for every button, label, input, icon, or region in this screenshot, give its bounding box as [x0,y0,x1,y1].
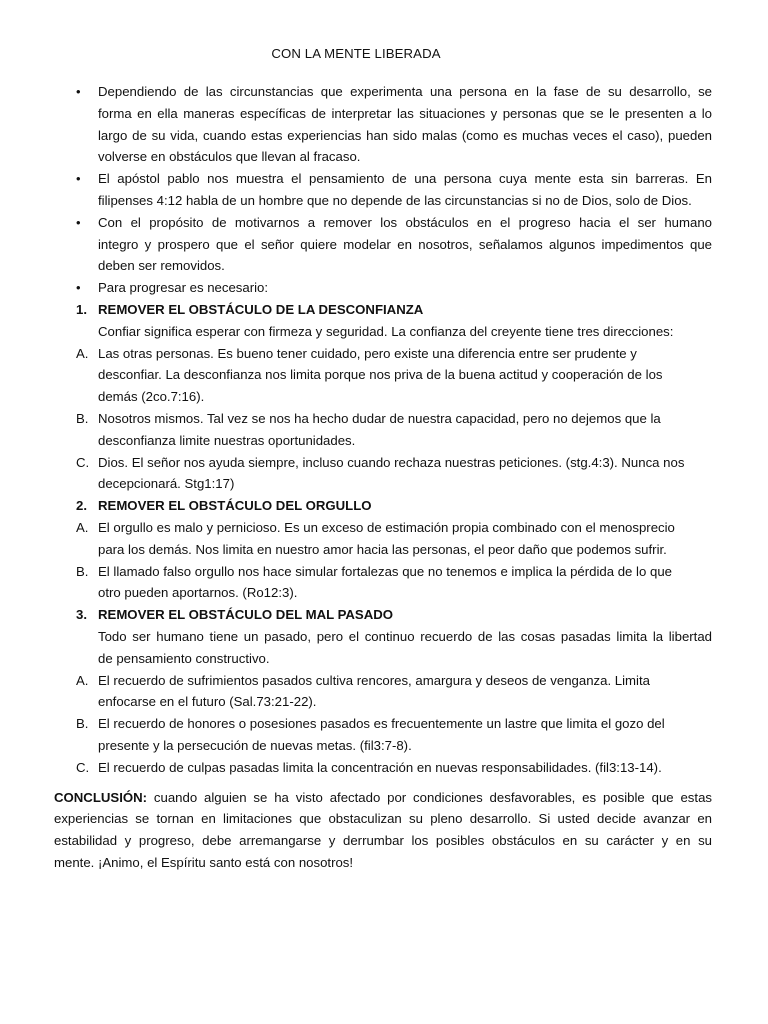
conclusion-first-line [54,787,712,809]
item-line: otro pueden aportarnos. (Ro12:3). [98,585,298,601]
section-number: 2. [76,498,87,514]
item-line: Dios. El señor nos ayuda siempre, incluso cuando rechaza nuestras peticiones. (stg.4:3). Nunca nos [98,454,685,470]
conclusion-line: estabilidad y progreso, debe arremangarse y derrumbar los posibles obstáculos en su carácter y en su [54,833,712,849]
bullet-line: Para progresar es necesario: [98,280,269,296]
page-title: CON LA MENTE LIBERADA [271,46,441,61]
item-letter: C. [76,759,90,775]
section-number: 3. [76,607,87,623]
item-letter: B. [76,563,89,579]
bullet-line: integro y prospero que el señor quiere modelar en nosotros, señalamos algunos impedimentos que [98,236,712,252]
bullet-marker: • [76,171,81,187]
section-heading: REMOVER EL OBSTÁCULO DE LA DESCONFIANZA [98,302,424,317]
item-letter: B. [76,716,89,732]
item-line: enfocarse en el futuro (Sal.73:21-22). [98,694,317,710]
conclusion-text: cuando alguien se ha visto afectado por condiciones desfavorables, es posible que estas [147,789,712,805]
bullet-line: forma en ella maneras específicas de interpretar las situaciones y personas que se le presenten a lo [98,105,712,121]
bullet-line: largo de su vida, cuando estas experiencias han sido malas (como es muchas veces el caso), pueden [98,127,712,143]
bullet-marker: • [76,84,81,99]
item-letter: B. [76,411,89,426]
item-line: Las otras personas. Es bueno tener cuidado, pero existe una diferencia entre ser prudente y [98,345,637,361]
section-number: 1. [76,302,87,317]
conclusion-label: CONCLUSIÓN: [54,789,148,805]
bullet-line: deben ser removidos. [98,258,225,274]
section-heading: REMOVER EL OBSTÁCULO DEL MAL PASADO [98,607,394,623]
item-line: desconfiar. La desconfianza nos limita porque nos priva de la buena actitud y cooperación de los [98,367,663,383]
section-intro-line: Confiar significa esperar con firmeza y seguridad. La confianza del creyente tiene tres direcciones: [98,323,674,339]
section-intro-line: Todo ser humano tiene un pasado, pero el continuo recuerdo de las cosas pasadas limita la libertad [98,629,712,644]
item-line: El recuerdo de honores o posesiones pasados es frecuentemente un lastre que limita el gozo del [98,716,665,732]
conclusion-line: experiencias se tornan en limitaciones que obstaculizan su pleno desarrollo. Si usted decide avanzar en [54,811,712,827]
item-letter: A. [76,345,89,361]
item-line: desconfianza limite nuestras oportunidades. [98,432,356,448]
bullet-line: Con el propósito de motivarnos a remover los obstáculos en el progreso hacia el ser humano [98,214,712,230]
item-line: para los demás. Nos limita en nuestro amor hacia las personas, el peor daño que podemos sufrir. [98,541,667,557]
item-letter: A. [76,672,89,688]
item-line: El llamado falso orgullo nos hace simular fortalezas que no tenemos e implica la pérdida de lo que [98,563,672,579]
item-line: presente y la persecución de nuevas metas. (fil3:7-8). [98,738,412,753]
section-intro-line: de pensamiento constructivo. [98,650,270,666]
item-line: El recuerdo de culpas pasadas limita la concentración en nuevas responsabilidades. (fil3:13-14). [98,759,662,775]
bullet-marker: • [76,214,81,230]
bullet-line: volverse en obstáculos que llevan al fracaso. [98,149,361,165]
bullet-line: El apóstol pablo nos muestra el pensamiento de una persona cuya mente esta sin barreras. En [98,171,712,187]
item-letter: C. [76,454,90,470]
bullet-line: Dependiendo de las circunstancias que experimenta una persona en la fase de su desarrollo, se [98,84,712,99]
item-line: decepcionará. Stg1:17) [98,476,235,492]
item-line: demás (2co.7:16). [98,389,205,405]
item-line: El orgullo es malo y pernicioso. Es un exceso de estimación propia combinado con el menosprecio [98,520,675,535]
conclusion-line: mente. ¡Animo, el Espíritu santo está con nosotros! [54,855,354,870]
item-line: El recuerdo de sufrimientos pasados cultiva rencores, amargura y deseos de venganza. Limita [98,672,650,688]
section-heading: REMOVER EL OBSTÁCULO DEL ORGULLO [98,498,372,514]
bullet-line: filipenses 4:12 habla de un hombre que no depende de las circunstancias si no de Dios, solo de Dios. [98,193,692,208]
bullet-marker: • [76,280,81,296]
item-letter: A. [76,520,89,535]
item-line: Nosotros mismos. Tal vez se nos ha hecho dudar de nuestra capacidad, pero no dejemos que la [98,411,661,426]
